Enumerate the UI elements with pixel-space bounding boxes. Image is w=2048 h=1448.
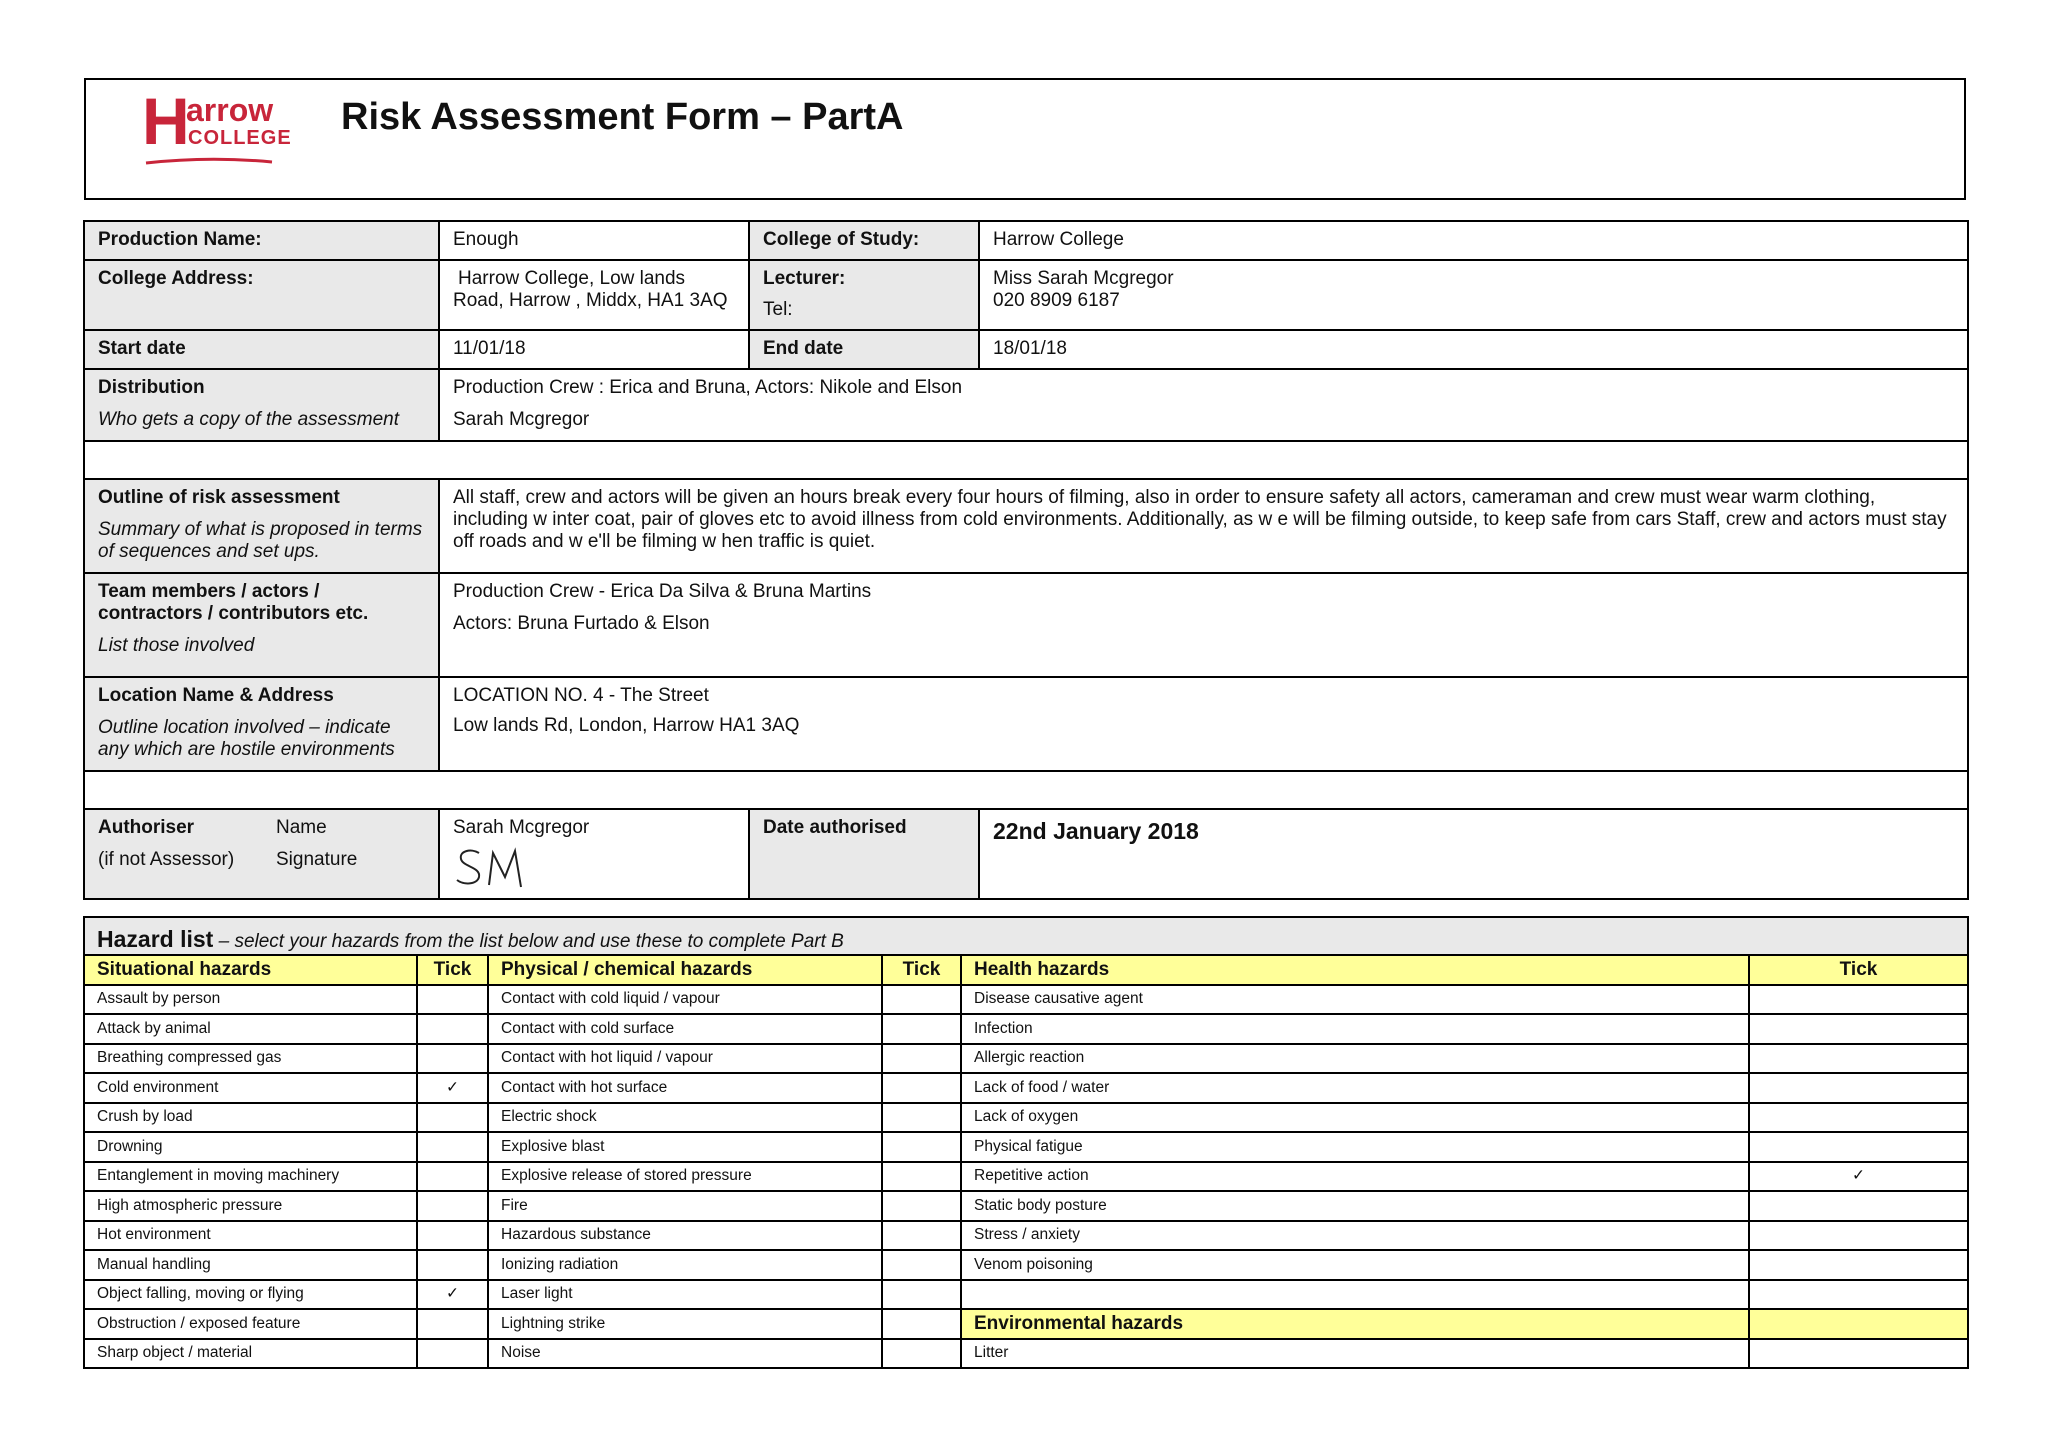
health-tick-checkbox[interactable] [1749, 1339, 1968, 1369]
tel-label: Tel: [763, 299, 793, 320]
hazard-row [84, 1044, 1968, 1074]
health-tick-checkbox[interactable] [1749, 1073, 1968, 1103]
location-label-cell [84, 677, 439, 771]
authoriser-sub: (if not Assessor) [98, 849, 235, 870]
tick-header: Tick [1749, 955, 1968, 985]
health-hazard-cell: Allergic reaction [961, 1044, 1749, 1074]
health-hazard-cell: Litter [961, 1339, 1749, 1369]
physical-tick-checkbox[interactable] [882, 1191, 961, 1221]
physical-hazard-cell: Laser light [488, 1280, 882, 1310]
situational-hazard-cell: Hot environment [84, 1221, 417, 1251]
outline-label-cell [84, 479, 439, 573]
physical-hazard-cell: Contact with cold surface [488, 1014, 882, 1044]
health-hazards-header: Health hazards [961, 955, 1749, 985]
situational-tick-checkbox[interactable] [417, 1162, 488, 1192]
physical-tick-checkbox[interactable] [882, 1221, 961, 1251]
health-tick-checkbox[interactable] [1749, 1250, 1968, 1280]
logo-arrow-text: arrow [186, 92, 274, 128]
production-name-label: Production Name: [84, 221, 439, 260]
name-label: Name [276, 817, 327, 838]
college-address-label: College Address: [84, 260, 439, 330]
college-of-study-label: College of Study: [749, 221, 979, 260]
harrow-college-logo [142, 84, 362, 166]
lecturer-label-cell [749, 260, 979, 330]
location-value [439, 677, 1968, 771]
physical-tick-checkbox[interactable] [882, 1339, 961, 1369]
physical-tick-checkbox[interactable] [882, 1044, 961, 1074]
team-label: Team members / actors / contractors / contributors etc. [98, 581, 369, 624]
location-sub: Outline location involved – indicate any which are hostile environments [98, 717, 395, 760]
start-date-value: 11/01/18 [439, 330, 749, 369]
team-line2: Actors: Bruna Furtado & Elson [453, 613, 710, 634]
college-address-line1: Harrow College, Low lands [458, 268, 686, 289]
physical-hazard-cell: Explosive release of stored pressure [488, 1162, 882, 1192]
situational-hazard-cell: Obstruction / exposed feature [84, 1309, 417, 1339]
health-hazard-cell: Physical fatigue [961, 1132, 1749, 1162]
physical-tick-checkbox[interactable] [882, 1103, 961, 1133]
date-authorised-label: Date authorised [749, 809, 979, 899]
distribution-sub: Who gets a copy of the assessment [98, 409, 399, 430]
tick-header: Tick [417, 955, 488, 985]
health-hazard-cell: Disease causative agent [961, 985, 1749, 1015]
signature-label: Signature [276, 849, 358, 870]
situational-tick-checkbox[interactable] [417, 1044, 488, 1074]
health-hazard-cell: Infection [961, 1014, 1749, 1044]
physical-tick-checkbox[interactable] [882, 1073, 961, 1103]
health-tick-checkbox[interactable] [1749, 1044, 1968, 1074]
situational-hazard-cell: Crush by load [84, 1103, 417, 1133]
hazard-list-subtitle: – select your hazards from the list below and use these to complete Part B [213, 931, 844, 952]
situational-tick-checkbox[interactable] [417, 1014, 488, 1044]
health-hazard-cell: Venom poisoning [961, 1250, 1749, 1280]
physical-tick-checkbox[interactable] [882, 1280, 961, 1310]
health-hazard-cell: Stress / anxiety [961, 1221, 1749, 1251]
health-hazard-cell: Lack of oxygen [961, 1103, 1749, 1133]
physical-hazard-cell: Noise [488, 1339, 882, 1369]
lecturer-name: Miss Sarah Mcgregor [993, 268, 1174, 289]
hazard-rows [84, 985, 1968, 1369]
physical-hazard-cell: Contact with cold liquid / vapour [488, 985, 882, 1015]
environmental-hazards-header: Environmental hazards [961, 1309, 1749, 1339]
tick-header: Tick [882, 955, 961, 985]
team-label-cell [84, 573, 439, 677]
hazard-row [84, 1103, 1968, 1133]
team-line1: Production Crew - Erica Da Silva & Bruna Martins [453, 581, 872, 602]
hazard-list-header [84, 917, 1968, 955]
situational-hazard-cell: High atmospheric pressure [84, 1191, 417, 1221]
lecturer-label: Lecturer: [763, 268, 846, 289]
physical-tick-checkbox[interactable] [882, 1162, 961, 1192]
physical-tick-checkbox[interactable] [882, 985, 961, 1015]
hazard-row [84, 1191, 1968, 1221]
situational-tick-checkbox[interactable] [417, 1221, 488, 1251]
outline-value: All staff, crew and actors will be given an hours break every four hours of filming, also in order to ensure safety all actors, cameraman and crew must wear warm clothing, including w inter coat, pair of gloves etc to avoid illness from cold environments. Additionally, as w e will be filming outside, to keep safe from cars Staff, crew and actors must stay off roads and w e'll be filming w hen traffic is quiet. [439, 479, 1968, 573]
health-hazard-cell: Repetitive action [961, 1162, 1749, 1192]
risk-info-table [83, 220, 1969, 900]
outline-label: Outline of risk assessment [98, 487, 340, 508]
health-hazard-cell [961, 1280, 1749, 1310]
lecturer-tel: 020 8909 6187 [993, 290, 1120, 311]
hazard-row [84, 1250, 1968, 1280]
hazard-list-table [83, 916, 1969, 1369]
college-address-value [439, 260, 749, 330]
production-name-value: Enough [439, 221, 749, 260]
situational-hazard-cell: Assault by person [84, 985, 417, 1015]
health-tick-checkbox[interactable]: ✓ [1749, 1162, 1968, 1192]
date-authorised-value: 22nd January 2018 [979, 809, 1968, 899]
health-hazard-cell: Static body posture [961, 1191, 1749, 1221]
team-value [439, 573, 1968, 677]
location-line1: LOCATION NO. 4 - The Street [453, 685, 709, 706]
physical-hazard-cell: Electric shock [488, 1103, 882, 1133]
authoriser-label: Authoriser [98, 817, 195, 838]
physical-hazard-cell: Contact with hot surface [488, 1073, 882, 1103]
hazard-row [84, 1132, 1968, 1162]
hazard-row [84, 1280, 1968, 1310]
situational-tick-checkbox[interactable] [417, 1191, 488, 1221]
end-date-label: End date [749, 330, 979, 369]
health-tick-checkbox[interactable] [1749, 1103, 1968, 1133]
logo-letter: H [142, 84, 190, 158]
spacer-row [84, 771, 1968, 809]
situational-tick-checkbox[interactable] [417, 1339, 488, 1369]
situational-hazard-cell: Cold environment [84, 1073, 417, 1103]
authoriser-value [439, 809, 749, 899]
end-date-value: 18/01/18 [979, 330, 1968, 369]
signature-image [453, 843, 543, 889]
hazard-row [84, 985, 1968, 1015]
situational-tick-checkbox[interactable]: ✓ [417, 1073, 488, 1103]
health-tick-checkbox[interactable] [1749, 1191, 1968, 1221]
situational-tick-checkbox[interactable]: ✓ [417, 1280, 488, 1310]
situational-tick-checkbox[interactable] [417, 1309, 488, 1339]
situational-hazard-cell: Entanglement in moving machinery [84, 1162, 417, 1192]
health-tick-checkbox[interactable] [1749, 1221, 1968, 1251]
distribution-line1: Production Crew : Erica and Bruna, Actors: Nikole and Elson [453, 377, 963, 398]
logo-swoosh-icon [144, 156, 274, 166]
situational-hazard-cell: Breathing compressed gas [84, 1044, 417, 1074]
physical-hazard-cell: Contact with hot liquid / vapour [488, 1044, 882, 1074]
situational-hazard-cell: Drowning [84, 1132, 417, 1162]
physical-hazard-cell: Explosive blast [488, 1132, 882, 1162]
health-hazard-cell: Lack of food / water [961, 1073, 1749, 1103]
health-tick-checkbox[interactable] [1749, 1014, 1968, 1044]
team-sub: List those involved [98, 635, 255, 656]
hazard-row [84, 1309, 1968, 1339]
distribution-line2: Sarah Mcgregor [453, 409, 590, 430]
hazard-list-title: Hazard list [97, 926, 214, 952]
physical-hazard-cell: Lightning strike [488, 1309, 882, 1339]
situational-hazard-cell: Object falling, moving or flying [84, 1280, 417, 1310]
distribution-value [439, 369, 1968, 441]
form-header [84, 78, 1966, 200]
lecturer-value [979, 260, 1968, 330]
situational-tick-checkbox[interactable] [417, 1103, 488, 1133]
hazard-row [84, 1339, 1968, 1369]
health-tick-checkbox[interactable] [1749, 1132, 1968, 1162]
physical-tick-checkbox[interactable] [882, 1014, 961, 1044]
authoriser-name: Sarah Mcgregor [453, 817, 590, 838]
situational-hazard-cell: Attack by animal [84, 1014, 417, 1044]
spacer-row [84, 441, 1968, 479]
physical-hazard-cell: Ionizing radiation [488, 1250, 882, 1280]
health-tick-checkbox[interactable] [1749, 1280, 1968, 1310]
hazard-row [84, 1014, 1968, 1044]
authoriser-label-cell [84, 809, 439, 899]
page-title: Risk Assessment Form – PartA [341, 96, 904, 138]
situational-tick-checkbox[interactable] [417, 1132, 488, 1162]
hazard-row [84, 1221, 1968, 1251]
physical-tick-checkbox[interactable] [882, 1309, 961, 1339]
distribution-label: Distribution [98, 377, 205, 398]
distribution-label-cell [84, 369, 439, 441]
physical-hazard-cell: Hazardous substance [488, 1221, 882, 1251]
health-tick-checkbox[interactable] [1749, 985, 1968, 1015]
college-address-line2: Road, Harrow , Middx, HA1 3AQ [453, 290, 728, 311]
situational-tick-checkbox[interactable] [417, 1250, 488, 1280]
outline-sub: Summary of what is proposed in terms of sequences and set ups. [98, 519, 423, 562]
hazard-row [84, 1162, 1968, 1192]
hazard-row [84, 1073, 1968, 1103]
situational-hazard-cell: Sharp object / material [84, 1339, 417, 1369]
college-of-study-value: Harrow College [979, 221, 1968, 260]
physical-tick-checkbox[interactable] [882, 1132, 961, 1162]
location-label: Location Name & Address [98, 685, 334, 706]
physical-hazards-header: Physical / chemical hazards [488, 955, 882, 985]
physical-tick-checkbox[interactable] [882, 1250, 961, 1280]
situational-hazards-header: Situational hazards [84, 955, 417, 985]
logo-college-text: COLLEGE [188, 127, 292, 149]
physical-hazard-cell: Fire [488, 1191, 882, 1221]
health-tick-checkbox[interactable] [1749, 1309, 1968, 1339]
situational-tick-checkbox[interactable] [417, 985, 488, 1015]
location-line2: Low lands Rd, London, Harrow HA1 3AQ [453, 715, 800, 736]
situational-hazard-cell: Manual handling [84, 1250, 417, 1280]
start-date-label: Start date [84, 330, 439, 369]
